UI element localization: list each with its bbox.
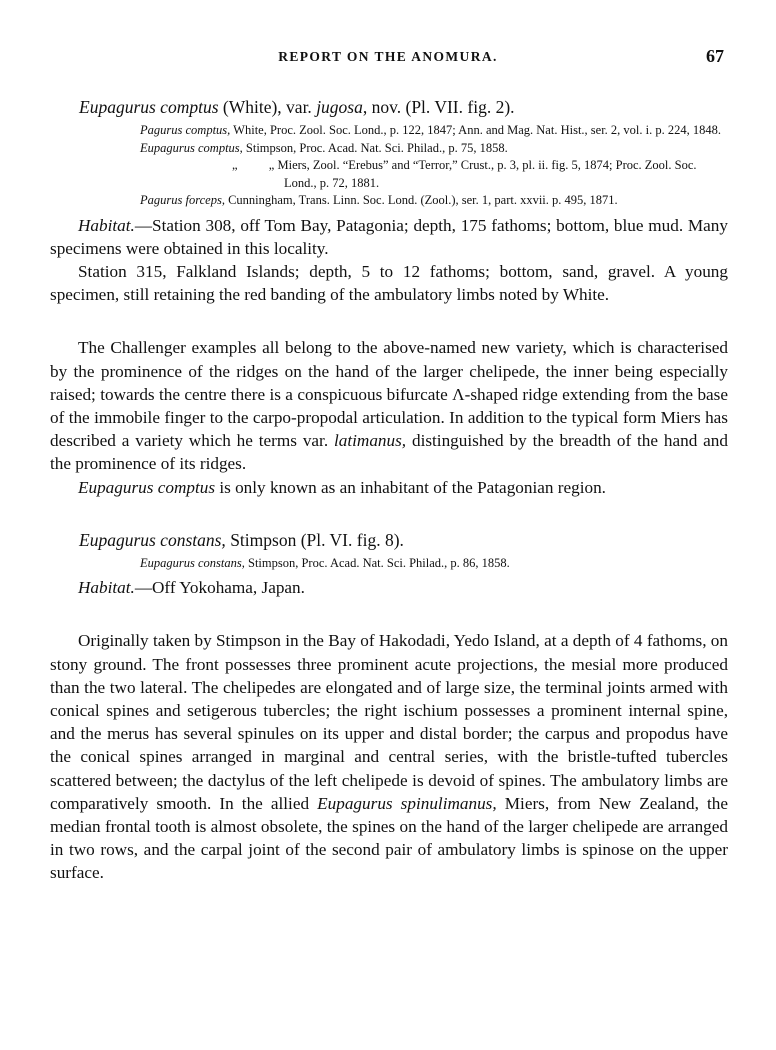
habitat-label: Habitat.	[78, 578, 135, 598]
synonymy-list	[140, 122, 728, 210]
ditto-marks: „ „	[232, 158, 275, 172]
discussion-italic: Eupagurus spinulimanus,	[317, 793, 497, 813]
habitat-text: —Station 308, off Tom Bay, Patagonia; depth, 175 fathoms; bottom, blue mud. Many specimens were obtained in this locality.	[50, 215, 728, 258]
species-heading-comptus	[79, 96, 728, 118]
running-head	[0, 46, 776, 70]
species-name: Eupagurus constans,	[79, 529, 226, 550]
heading-rest: Stimpson (Pl. VI. fig. 8).	[225, 529, 404, 550]
synonym-citation: Stimpson, Proc. Acad. Nat. Sci. Philad., p. 75, 1858.	[242, 140, 508, 155]
distribution-text: is only known as an inhabitant of the Patagonian region.	[215, 477, 606, 497]
station-paragraph: Station 315, Falkland Islands; depth, 5 to 12 fathoms; bottom, sand, gravel. A young specimen, still retaining the red banding of the ambulatory limbs noted by White.	[50, 261, 728, 305]
synonymy-list	[140, 555, 728, 573]
discussion-text: Miers, from New Zealand, the median frontal tooth is almost obsolete, the spines on the hand of the larger chelipede are arranged in two rows, and the carpal joint of the second pair of ambulatory limbs is spinose on the upper surface.	[50, 793, 729, 883]
page-number: 67	[706, 46, 724, 66]
discussion-italic: latimanus,	[334, 431, 407, 451]
species-name: Eupagurus comptus	[78, 477, 216, 497]
discussion-text: distinguished by the breadth of the hand and the prominence of its ridges.	[50, 431, 728, 474]
synonymy-entry	[140, 192, 728, 210]
species-heading-constans	[79, 529, 728, 551]
synonymy-entry	[140, 140, 728, 158]
habitat-label: Habitat.	[78, 215, 135, 235]
synonym-name: Pagurus comptus,	[140, 123, 231, 137]
synonym-citation: Stimpson, Proc. Acad. Nat. Sci. Philad., p. 86, 1858.	[244, 555, 510, 570]
habitat-paragraph	[50, 214, 728, 260]
discussion-paragraph	[50, 629, 728, 884]
synonym-citation: Cunningham, Trans. Linn. Soc. Lond. (Zool.), ser. 1, part. xxvii. p. 495, 1871.	[224, 193, 618, 207]
synonym-name: Eupagurus constans,	[140, 555, 245, 570]
discussion-text: The Challenger examples all belong to the above-named new variety, which is characterised by the prominence of the ridges on the hand of the larger chelipede, the inner being especially raised; towards the centre there is a conspicuous bifurcate Λ-shaped ridge extending from the base of the immobile finger to the carpo-propodal articulation. In addition to the typical form Miers has described a variety which he terms var.	[50, 338, 728, 451]
habitat-paragraph	[50, 576, 728, 599]
synonym-citation: Miers, Zool. “Erebus” and “Terror,” Crust., p. 3, pl. ii. fig. 5, 1874; Proc. Zool. Soc. Lond., p. 72, 1881.	[274, 158, 697, 190]
synonymy-entry	[140, 122, 728, 140]
synonymy-entry	[140, 555, 728, 573]
synonym-citation: White, Proc. Zool. Soc. Lond., p. 122, 1847; Ann. and Mag. Nat. Hist., ser. 2, vol. i. p. 224, 1848.	[230, 123, 721, 137]
species-name: Eupagurus comptus	[79, 97, 219, 117]
discussion-paragraph	[50, 336, 728, 475]
heading-author: (White), var.	[218, 97, 317, 117]
synonym-name: Eupagurus comptus,	[140, 140, 243, 155]
page-content	[50, 96, 728, 885]
synonym-name: Pagurus forceps,	[140, 193, 225, 207]
habitat-text: —Off Yokohama, Japan.	[134, 578, 305, 598]
distribution-paragraph	[50, 476, 728, 499]
synonymy-entry	[140, 157, 728, 192]
variety-name: jugosa	[316, 97, 363, 117]
discussion-text: Originally taken by Stimpson in the Bay of Hakodadi, Yedo Island, at a depth of 4 fathoms, on stony ground. The front possesses three prominent acute projections, the mesial more produced than the two lateral. The chelipedes are elongated and of large size, the terminal joints armed with conical spines and setigerous tubercles; the right ischium possesses a prominent internal spine, and the merus has several spinules on its upper and distal border; the carpus and propodus have the conical spines arranged in marginal and central series, with the bristle-tufted tubercles scattered between; the dactylus of the left chelipede is devoid of spines. The ambulatory limbs are comparatively smooth. In the allied	[50, 631, 728, 813]
running-title: REPORT ON THE ANOMURA.	[278, 49, 498, 64]
heading-rest: , nov. (Pl. VII. fig. 2).	[362, 97, 515, 117]
